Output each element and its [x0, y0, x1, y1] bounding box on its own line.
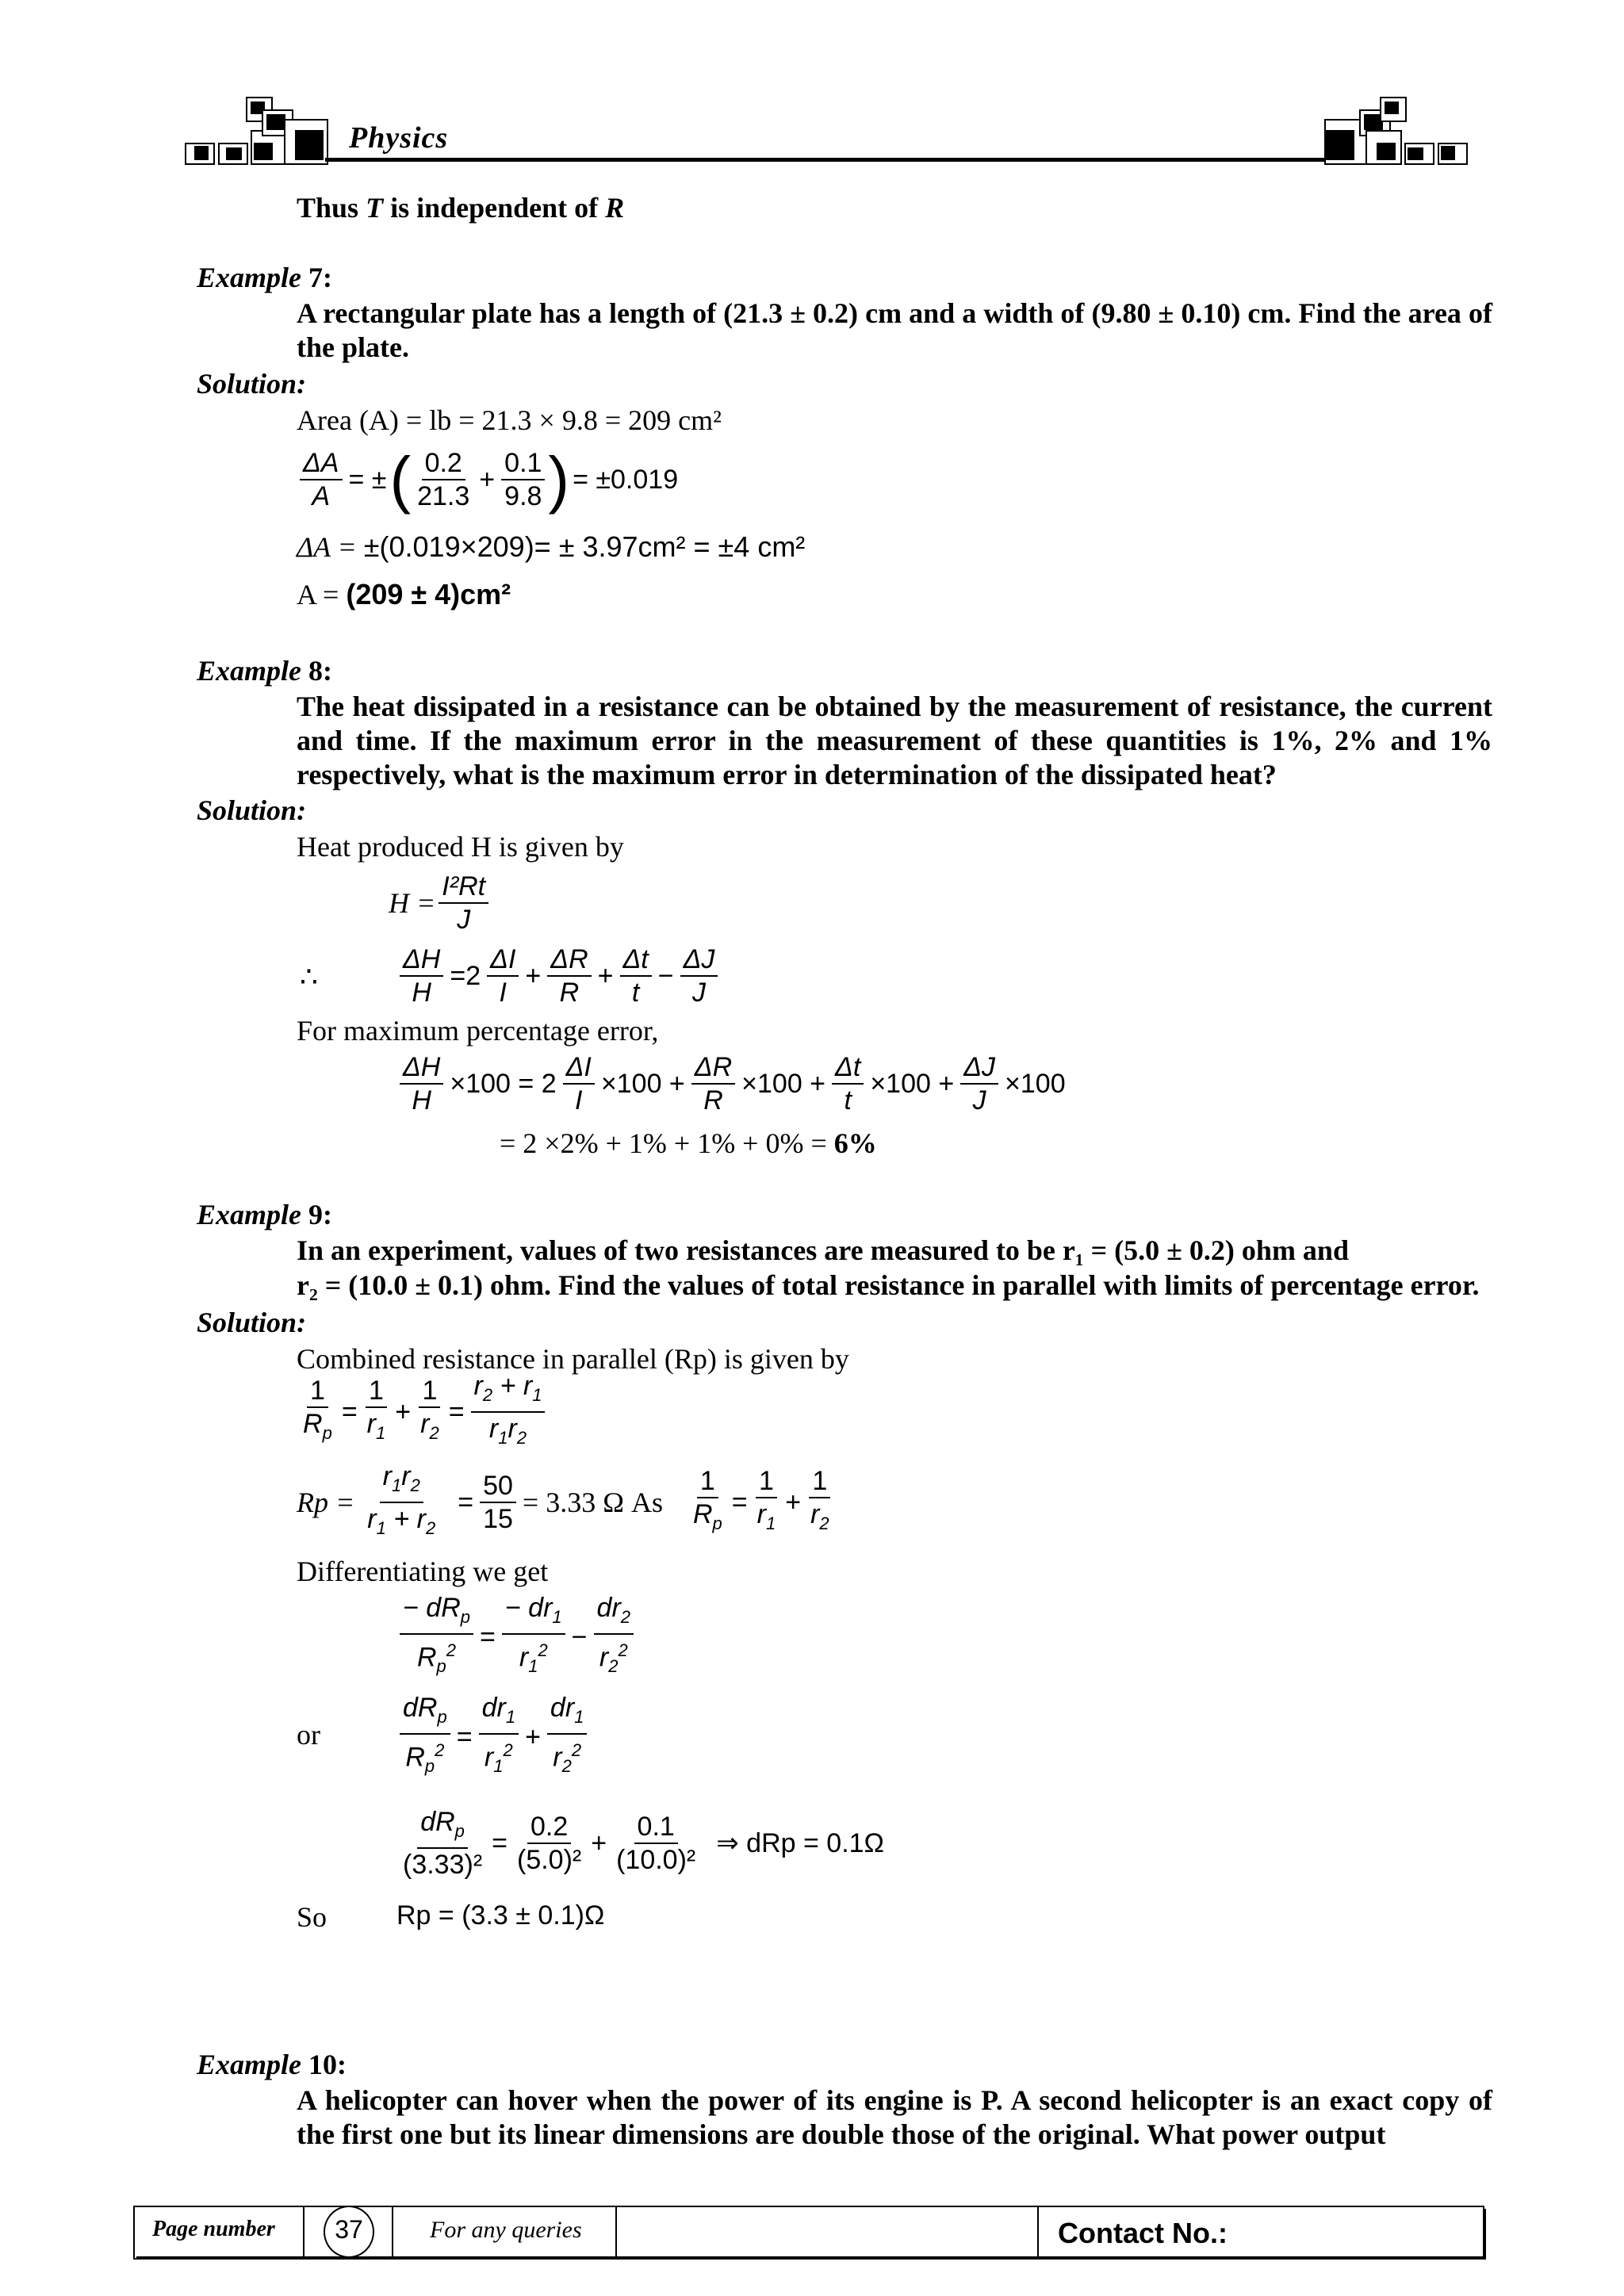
intro-line: Thus T is independent of R — [297, 192, 625, 224]
example-9-parallel-formula: $\frac{1}{R_p}$ = $\frac{1}{r_1}$ + $\frac{1}{r_2}$ = $\frac{r_2 + r_1}{r_1r_2}$ — [297, 1376, 548, 1448]
example-8-relative-error: $\frac{\Delta H}{H}$ =2 $\frac{\Delta I}{I}$ + $\frac{\Delta R}{R}$ + $\frac{\Delta t}{t}$ − $\frac{\Delta J}{J}$ — [396, 940, 721, 1012]
example-9-so: So — [297, 1901, 327, 1933]
example-7-area-line: Area (A) = lb = 21.3 × 9.8 = 209 cm² — [297, 404, 722, 436]
footer-bar — [133, 2206, 1484, 2261]
example-7-question: A rectangular plate has a length of (21.3 ± 0.2) cm and a width of (9.80 ± 0.10) cm. Find the area of the plate. — [297, 297, 1492, 363]
footer-contact: Contact No.: — [1058, 2217, 1228, 2249]
example-8-heat-line: Heat produced H is given by — [297, 831, 624, 863]
example-9-differential: $\frac{- dR_p}{R_p^2}$ = $\frac{- dr_1}{r_1^2}$ − $\frac{dr_2}{r_2^2}$ — [396, 1594, 637, 1681]
example-9-question-a: In an experiment, values of two resistances are measured to be r₁ = (5.0 ± 0.2) ohm and — [297, 1234, 1349, 1266]
example-9-combined-line: Combined resistance in parallel (Rp) is given by — [297, 1343, 849, 1375]
example-9-rp-value: Rp = $\frac{r_1r_2}{r_1 + r_2}$ = $\frac{50}{15}$ = 3.33 Ω As $\frac{1}{R_p}$ = $\frac{1}{r_1}$ + $\frac{1}{r_2}$ — [297, 1461, 829, 1538]
footer-divider-4 — [1037, 2206, 1039, 2258]
example-7-heading: Example 7: — [197, 262, 332, 293]
header-rule — [325, 158, 1324, 162]
header-subject: Physics — [349, 121, 449, 155]
example-8-result: = 2 ×2% + 1% + 1% + 0% = 6% — [500, 1127, 877, 1159]
example-9-question-b: r₂ = (10.0 ± 0.1) ohm. Find the values of total resistance in parallel with limits of percentage error. — [297, 1269, 1480, 1301]
footer-page-label: Page number — [152, 2217, 275, 2241]
example-8-question: The heat dissipated in a resistance can be obtained by the measurement of resistance, the current and time. If the maximum error in the measurement of these quantities is 1%, 2% and 1% respectively, what is the maximum error in determination of the dissipated heat? — [297, 691, 1492, 790]
example-9-heading: Example 9: — [197, 1199, 332, 1230]
example-9-or: or — [297, 1719, 320, 1751]
example-10-question: A helicopter can hover when the power of its engine is P. A second helicopter is an exact copy of the first one but its linear dimensions are double those of the original. What power output — [297, 2084, 1492, 2150]
example-7-final-line: A = (209 ± 4)cm² — [297, 578, 511, 610]
example-9-diff-line: Differentiating we get — [297, 1556, 549, 1587]
example-8-max-line: For maximum percentage error, — [297, 1015, 659, 1047]
footer-queries: For any queries — [430, 2217, 582, 2243]
footer-divider-3 — [615, 2206, 617, 2258]
example-10-heading: Example 10: — [197, 2049, 347, 2080]
example-8-heat-formula: H = $\frac{\text{I²Rt}}{J}$ — [389, 867, 492, 939]
example-9-final: Rp = (3.3 ± 0.1)Ω — [396, 1900, 605, 1931]
example-9-solution-label: Solution: — [197, 1307, 307, 1338]
example-7-relative-error: $\frac{\Delta A}{A}$ = ± ( $\frac{0.2}{21.3}$ + $\frac{0.1}{9.8}$ ) = ±0.019 — [297, 444, 681, 515]
example-9-substitution: $\frac{dR_p}{\text{(3.33)²}}$ = $\frac{0.2}{\text{(5.0)²}}$ + $\frac{0.1}{\text{(10.0)²}}$ ⇒ dRp = 0.1Ω — [403, 1807, 884, 1880]
footer-divider-1 — [303, 2206, 304, 2258]
footer-page-number: 37 — [335, 2215, 363, 2244]
example-8-percentage-error: $\frac{\Delta H}{H}$ ×100 = 2 $\frac{\Delta I}{I}$ ×100 + $\frac{\Delta R}{R}$ ×100 + $\frac{\Delta t}{t}$ ×100 + $\frac{\Delta J}{J}$ ×100 — [396, 1048, 1069, 1119]
example-7-solution-label: Solution: — [197, 368, 307, 400]
example-8-heading: Example 8: — [197, 655, 332, 687]
footer-divider-2 — [392, 2206, 393, 2258]
example-7-delta-line: ΔA = ±(0.019×209)= ± 3.97cm² = ±4 cm² — [297, 530, 806, 563]
example-8-therefore: ∴ — [300, 961, 318, 993]
example-8-solution-label: Solution: — [197, 794, 307, 826]
example-9-differential-abs: $\frac{dR_p}{R_p^2}$ = $\frac{dr_1}{r_1^2}$ + $\frac{dr_1}{r_2^2}$ — [396, 1693, 590, 1781]
